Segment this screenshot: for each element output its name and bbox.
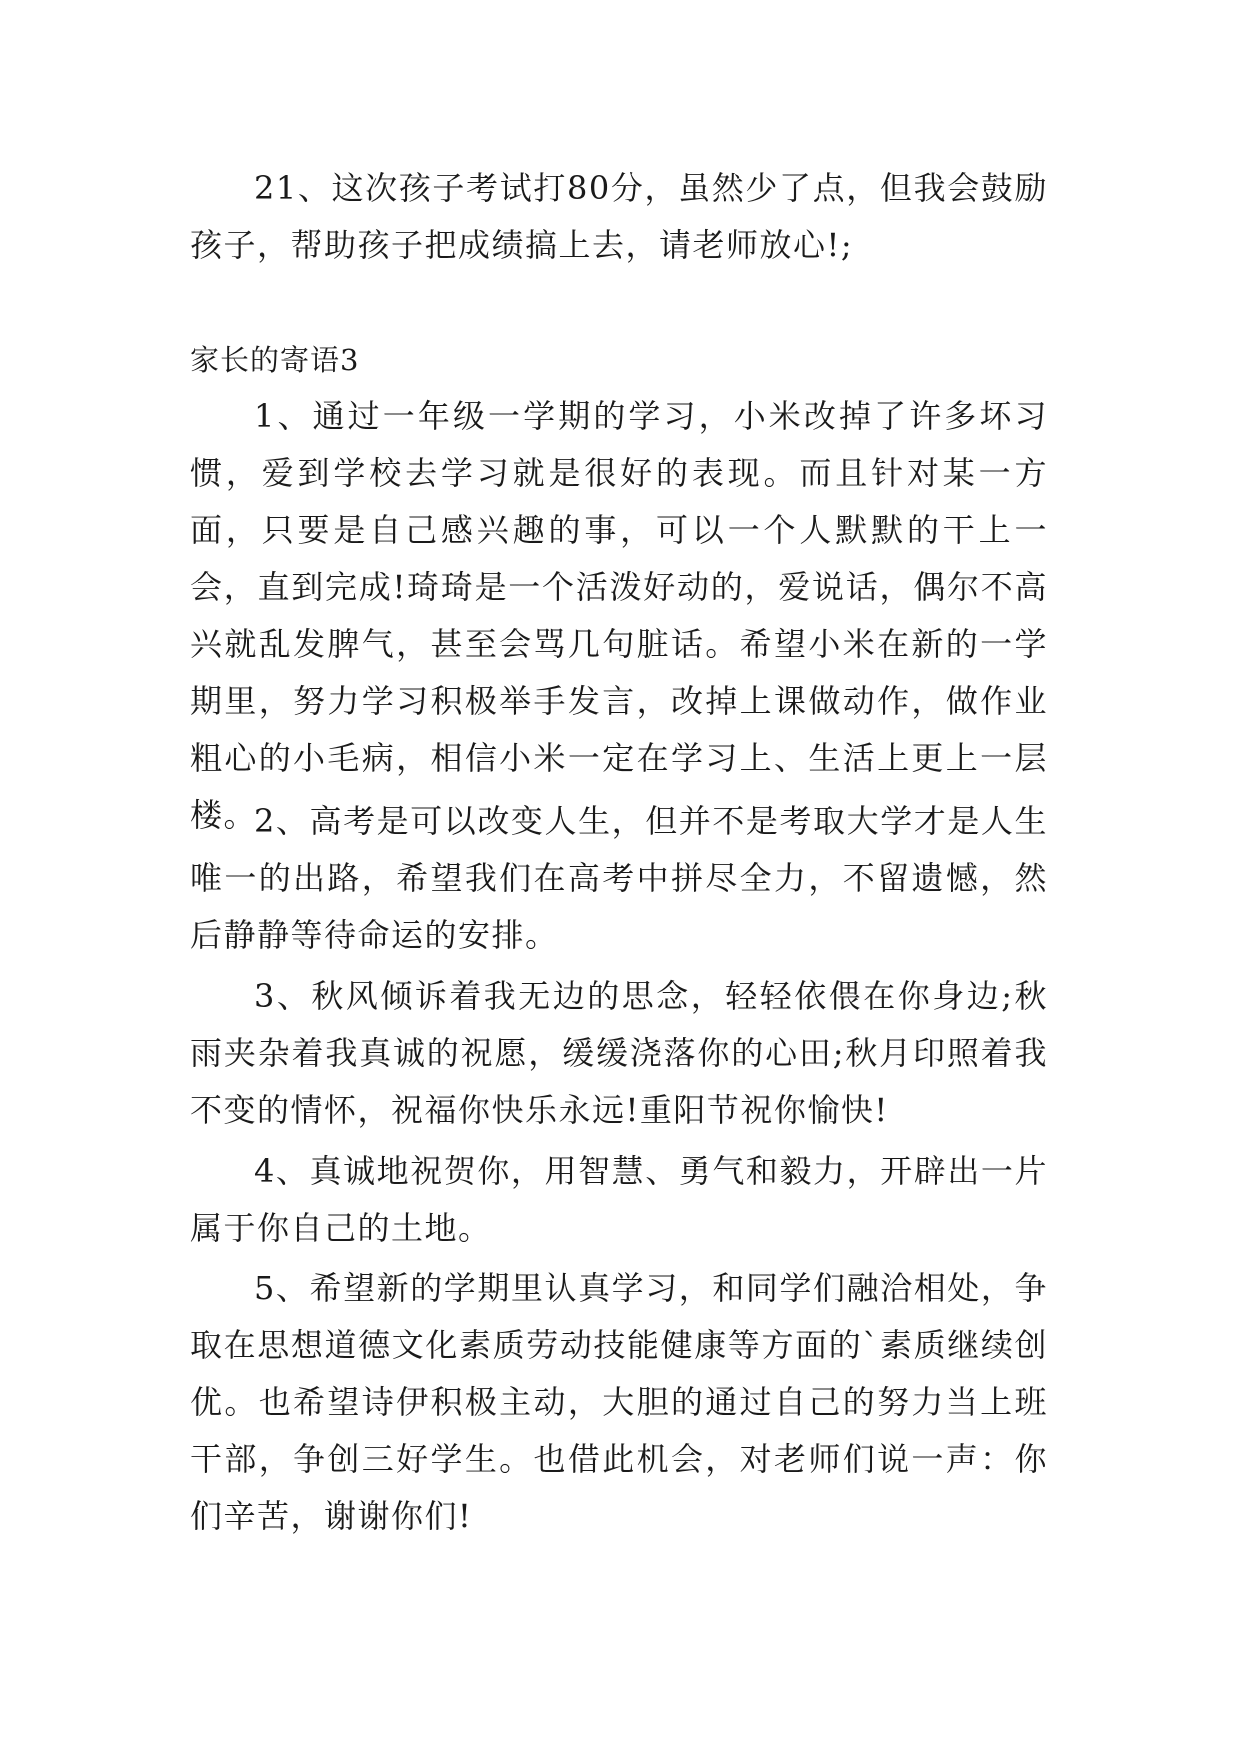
- section-title: 家长的寄语3: [190, 343, 360, 377]
- paragraph-2: 2、高考是可以改变人生，但并不是考取大学才是人生唯一的出路，希望我们在高考中拼尽全力，不留遗憾，然后静静等待命运的安排。: [190, 802, 1048, 954]
- paragraph-1: 1、通过一年级一学期的学习，小米改掉了许多坏习惯，爱到学校去学习就是很好的表现。而且针对某一方面，只要是自己感兴趣的事，可以一个人默默的干上一会，直到完成!琦琦是一个活泼好动的，爱说话，偶尔不高兴就乱发脾气，甚至会骂几句脏话。希望小米在新的一学期里，努力学习积极举手发言，改掉上课做动作，做作业粗心的小毛病，相信小米一定在学习上、生活上更上一层楼。: [190, 397, 1048, 834]
- paragraph-5: 5、希望新的学期里认真学习，和同学们融洽相处，争取在思想道德文化素质劳动技能健康等方面的`素质继续创优。也希望诗伊积极主动，大胆的通过自己的努力当上班干部，争创三好学生。也借此机会，对老师们说一声：你们辛苦，谢谢你们!: [190, 1269, 1048, 1535]
- intro-paragraph: 21、这次孩子考试打80分，虽然少了点，但我会鼓励孩子，帮助孩子把成绩搞上去，请老师放心!;: [190, 169, 1048, 264]
- paragraph-4: 4、真诚地祝贺你，用智慧、勇气和毅力，开辟出一片属于你自己的土地。: [190, 1152, 1048, 1247]
- paragraph-3: 3、秋风倾诉着我无边的思念，轻轻依偎在你身边;秋雨夹杂着我真诚的祝愿，缓缓浇落你的心田;秋月印照着我不变的情怀，祝福你快乐永远!重阳节祝你愉快!: [190, 977, 1048, 1129]
